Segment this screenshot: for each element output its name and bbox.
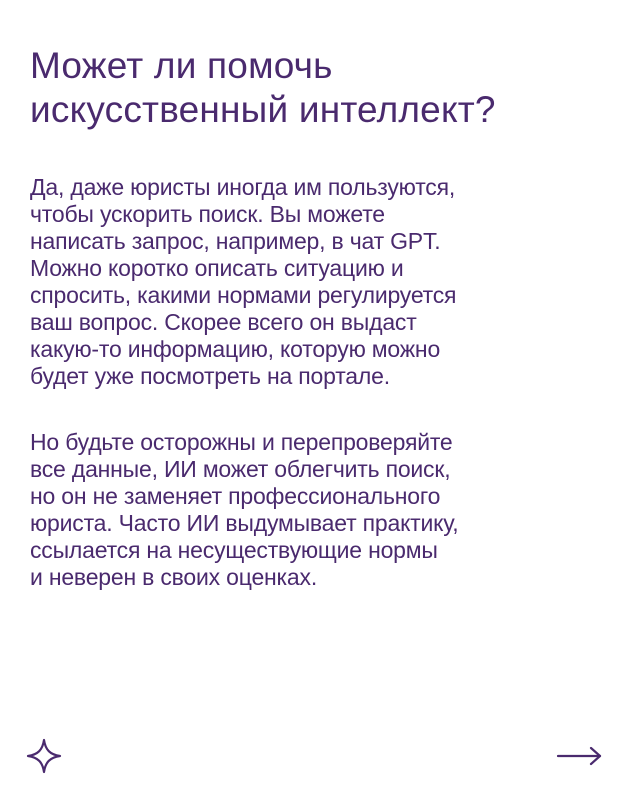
- text-line: но он не заменяет профессионального: [30, 483, 441, 509]
- text-line: Но будьте осторожны и перепроверяйте: [30, 429, 453, 455]
- sparkle-star-icon: [26, 738, 62, 774]
- text-line: чтобы ускорить поиск. Вы можете: [30, 201, 385, 227]
- title-line: Может ли помочь: [30, 45, 333, 86]
- text-line: и неверен в своих оценках.: [30, 564, 318, 590]
- text-line: какую-то информацию, которую можно: [30, 336, 441, 362]
- text-line: ссылается на несуществующие нормы: [30, 537, 438, 563]
- title-line: искусственный интеллект?: [30, 89, 496, 130]
- text-line: спросить, какими нормами регулируется: [30, 282, 457, 308]
- page-title: [30, 44, 620, 132]
- text-line: все данные, ИИ может облегчить поиск,: [30, 456, 451, 482]
- paragraph-answer: [30, 174, 620, 390]
- arrow-right-icon[interactable]: [556, 744, 604, 768]
- text-line: Да, даже юристы иногда им пользуются,: [30, 174, 456, 200]
- text-line: ваш вопрос. Скорее всего он выдаст: [30, 309, 417, 335]
- text-line: будет уже посмотреть на портале.: [30, 363, 390, 389]
- text-line: Можно коротко описать ситуацию и: [30, 255, 404, 281]
- paragraph-warning: [30, 429, 620, 591]
- text-line: написать запрос, например, в чат GPT.: [30, 228, 441, 254]
- text-line: юриста. Часто ИИ выдумывает практику,: [30, 510, 459, 536]
